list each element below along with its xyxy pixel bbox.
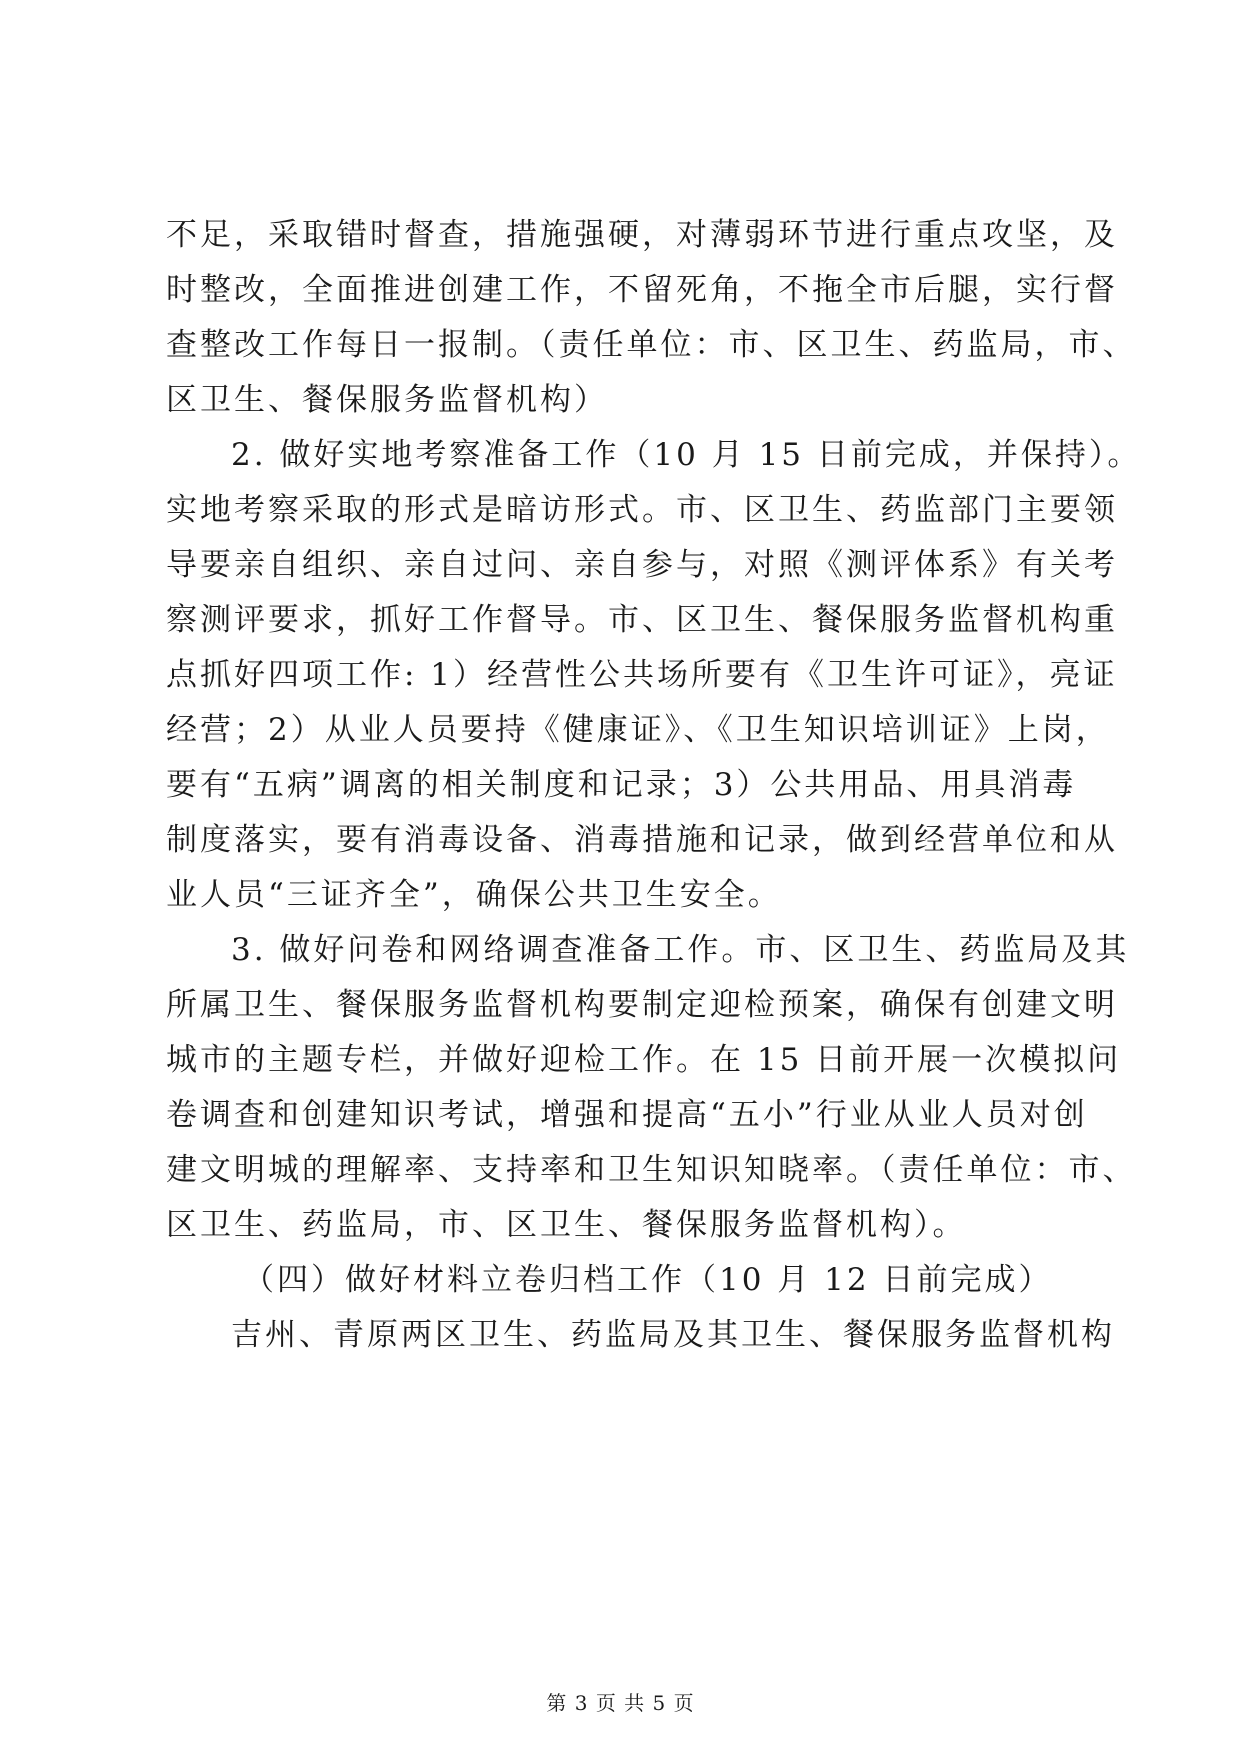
- section-heading: （四）做好材料立卷归档工作（10 月 12 日前完成）: [243, 1262, 1053, 1298]
- text-line-15: 所属卫生、餐保服务监督机构要制定迎检预案，确保有创建文明: [166, 987, 1118, 1023]
- text-line-7: 导要亲自组织、亲自过问、亲自参与，对照《测评体系》有关考: [166, 547, 1118, 583]
- page-footer: 第 3 页 共 5 页: [546, 1691, 695, 1715]
- text-line-6: 实地考察采取的形式是暗访形式。市、区卫生、药监部门主要领: [166, 492, 1118, 528]
- text-line-8: 察测评要求，抓好工作督导。市、区卫生、餐保服务监督机构重: [166, 602, 1118, 638]
- text-line-4: 区卫生、餐保服务监督机构）: [166, 382, 608, 418]
- text-line-3: 查整改工作每日一报制。（责任单位：市、区卫生、药监局，市、: [166, 327, 1137, 363]
- text-line-1: 不足，采取错时督查，措施强硬，对薄弱环节进行重点攻坚，及: [166, 217, 1118, 253]
- text-line-2: 时整改，全面推进创建工作，不留死角，不拖全市后腿，实行督: [166, 272, 1118, 308]
- text-line-14: 3. 做好问卷和网络调查准备工作。市、区卫生、药监局及其: [231, 932, 1130, 968]
- text-line-9: 点抓好四项工作: 1）经营性公共场所要有《卫生许可证》，亮证: [166, 657, 1118, 693]
- text-line-10: 经营；2）从业人员要持《健康证》、《卫生知识培训证》上岗，: [166, 712, 1110, 748]
- text-line-13: 业人员“三证齐全”，确保公共卫生安全。: [166, 877, 782, 913]
- text-line-19: 区卫生、药监局，市、区卫生、餐保服务监督机构）。: [166, 1207, 967, 1243]
- text-line-5: 2. 做好实地考察准备工作（10 月 15 日前完成，并保持）。: [231, 437, 1142, 473]
- text-line-18: 建文明城的理解率、支持率和卫生知识知晓率。（责任单位：市、: [166, 1152, 1137, 1188]
- text-line-17: 卷调查和创建知识考试，增强和提高“五小”行业从业人员对创: [166, 1097, 1088, 1133]
- text-line-21: 吉州、青原两区卫生、药监局及其卫生、餐保服务监督机构: [231, 1317, 1115, 1353]
- text-line-11: 要有“五病”调离的相关制度和记录；3）公共用品、用具消毒: [166, 767, 1077, 803]
- text-line-16: 城市的主题专栏，并做好迎检工作。在 15 日前开展一次模拟问: [166, 1042, 1122, 1078]
- text-line-12: 制度落实，要有消毒设备、消毒措施和记录，做到经营单位和从: [166, 822, 1118, 858]
